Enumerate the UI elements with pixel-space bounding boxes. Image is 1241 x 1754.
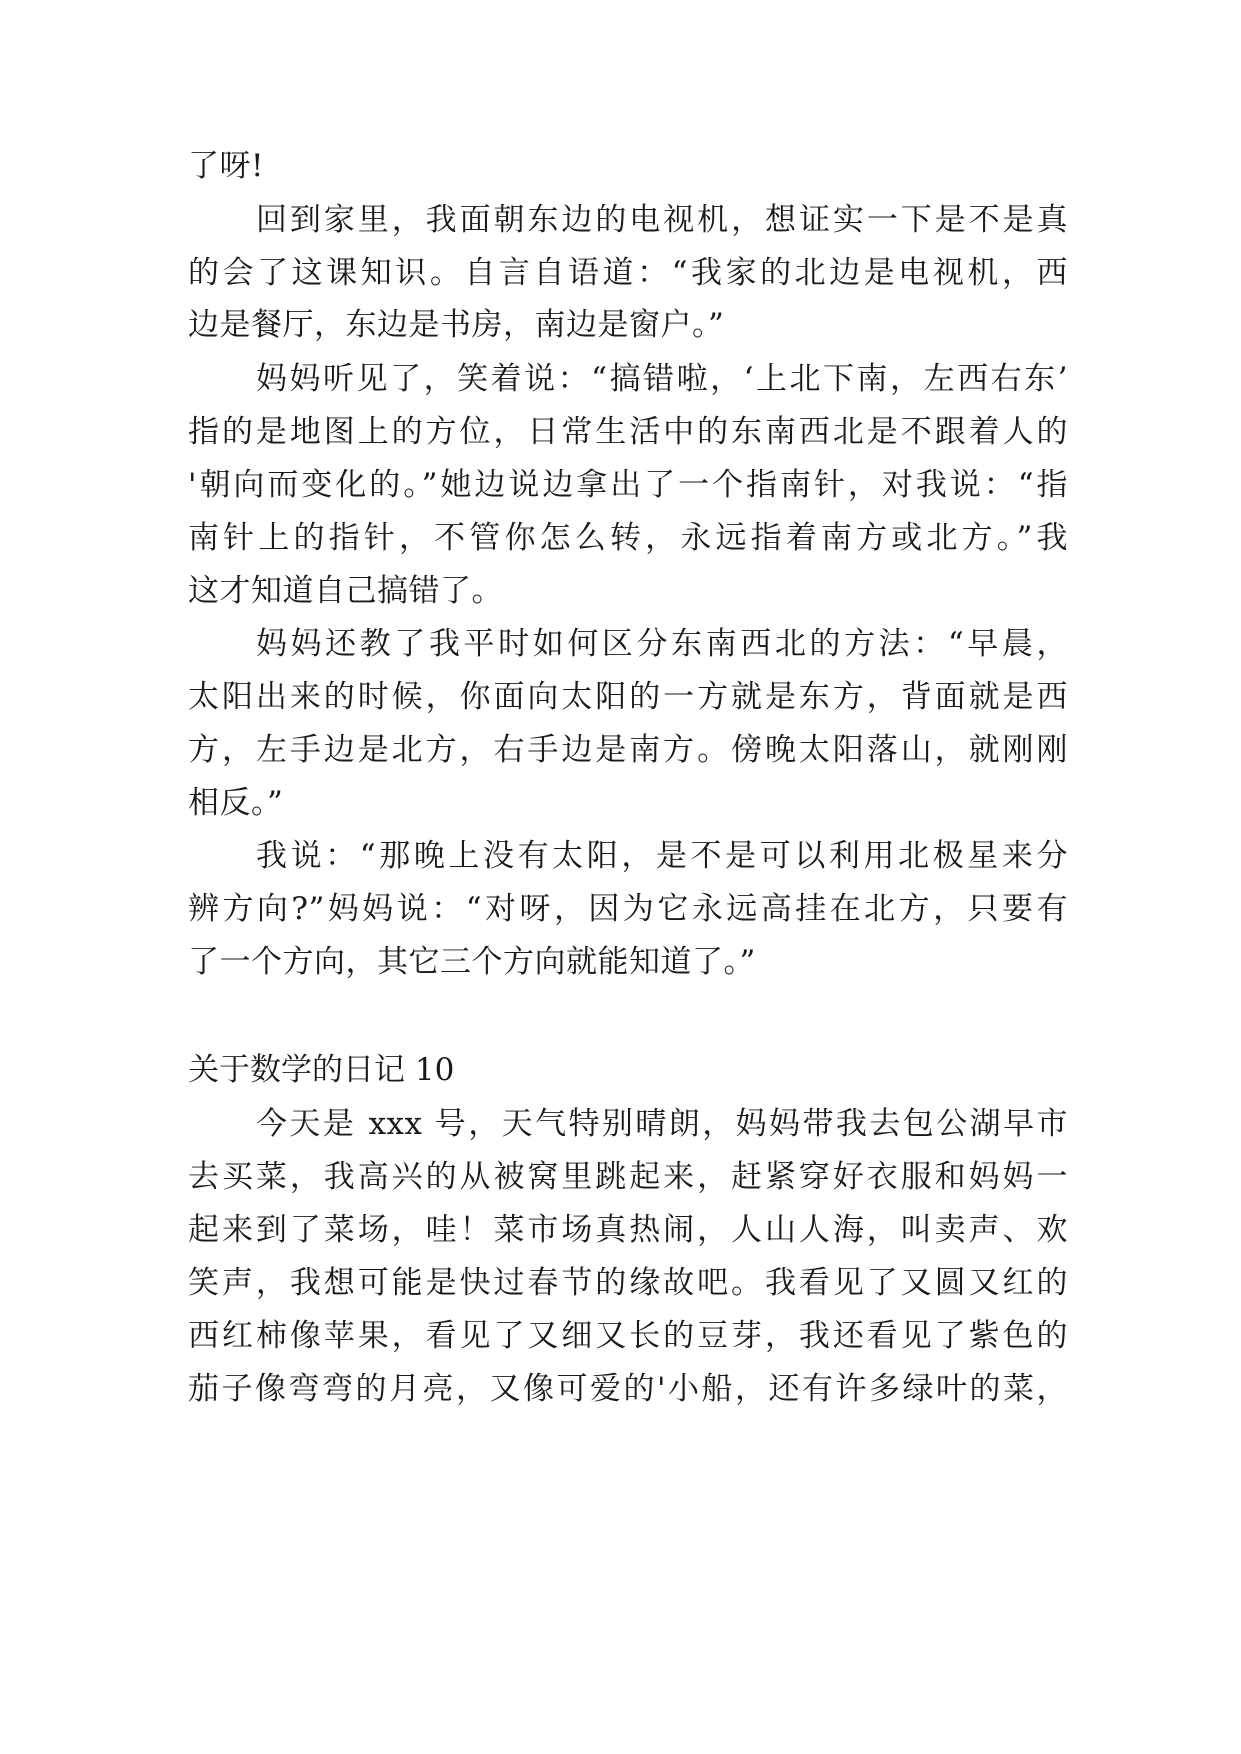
text-line: 去买菜，我高兴的从被窝里跳起来，赶紧穿好衣服和妈妈一 <box>188 1159 1068 1195</box>
paragraph-start-line: 回到家里，我面朝东边的电视机，想证实一下是不是真 <box>256 202 1068 238</box>
text-line: 南针上的指针，不管你怎么转，永远指着南方或北方。”我 <box>188 520 1068 556</box>
paragraph-start-line: 我说：“那晚上没有太阳，是不是可以利用北极星来分 <box>256 838 1068 874</box>
paragraph-start-line: 今天是 xxx 号，天气特别晴朗，妈妈带我去包公湖早市 <box>256 1106 1068 1142</box>
paragraph-start-line: 妈妈听见了，笑着说：“搞错啦，‘上北下南，左西右东’ <box>256 361 1068 397</box>
text-line: 茄子像弯弯的月亮，又像可爱的'小船，还有许多绿叶的菜， <box>188 1371 1068 1407</box>
text-line: 了呀! <box>188 148 264 184</box>
text-line: 太阳出来的时候，你面向太阳的一方就是东方，背面就是西 <box>188 679 1068 715</box>
text-line: 的会了这课知识。自言自语道：“我家的北边是电视机，西 <box>188 255 1068 291</box>
text-line: 辨方向?”妈妈说：“对呀，因为它永远高挂在北方，只要有 <box>188 891 1068 927</box>
text-line: 西红柿像苹果，看见了又细又长的豆芽，我还看见了紫色的 <box>188 1318 1068 1354</box>
text-line: 相反。” <box>188 785 284 821</box>
text-line: '朝向而变化的。”她边说边拿出了一个指南针，对我说：“指 <box>188 467 1068 503</box>
text-line: 指的是地图上的方位，日常生活中的东南西北是不跟着人的 <box>188 414 1068 450</box>
text-line: 笑声，我想可能是快过春节的缘故吧。我看见了又圆又红的 <box>188 1265 1068 1301</box>
text-line: 起来到了菜场，哇！菜市场真热闹，人山人海，叫卖声、欢 <box>188 1212 1068 1248</box>
text-line: 这才知道自己搞错了。 <box>188 573 503 609</box>
text-line: 了一个方向，其它三个方向就能知道了。” <box>188 944 756 980</box>
text-line: 方，左手边是北方，右手边是南方。傍晚太阳落山，就刚刚 <box>188 732 1068 768</box>
text-line: 边是餐厅，东边是书房，南边是窗户。” <box>188 307 725 343</box>
section-heading: 关于数学的日记 10 <box>188 1052 455 1088</box>
paragraph-start-line: 妈妈还教了我平时如何区分东南西北的方法：“早晨， <box>256 626 1068 662</box>
